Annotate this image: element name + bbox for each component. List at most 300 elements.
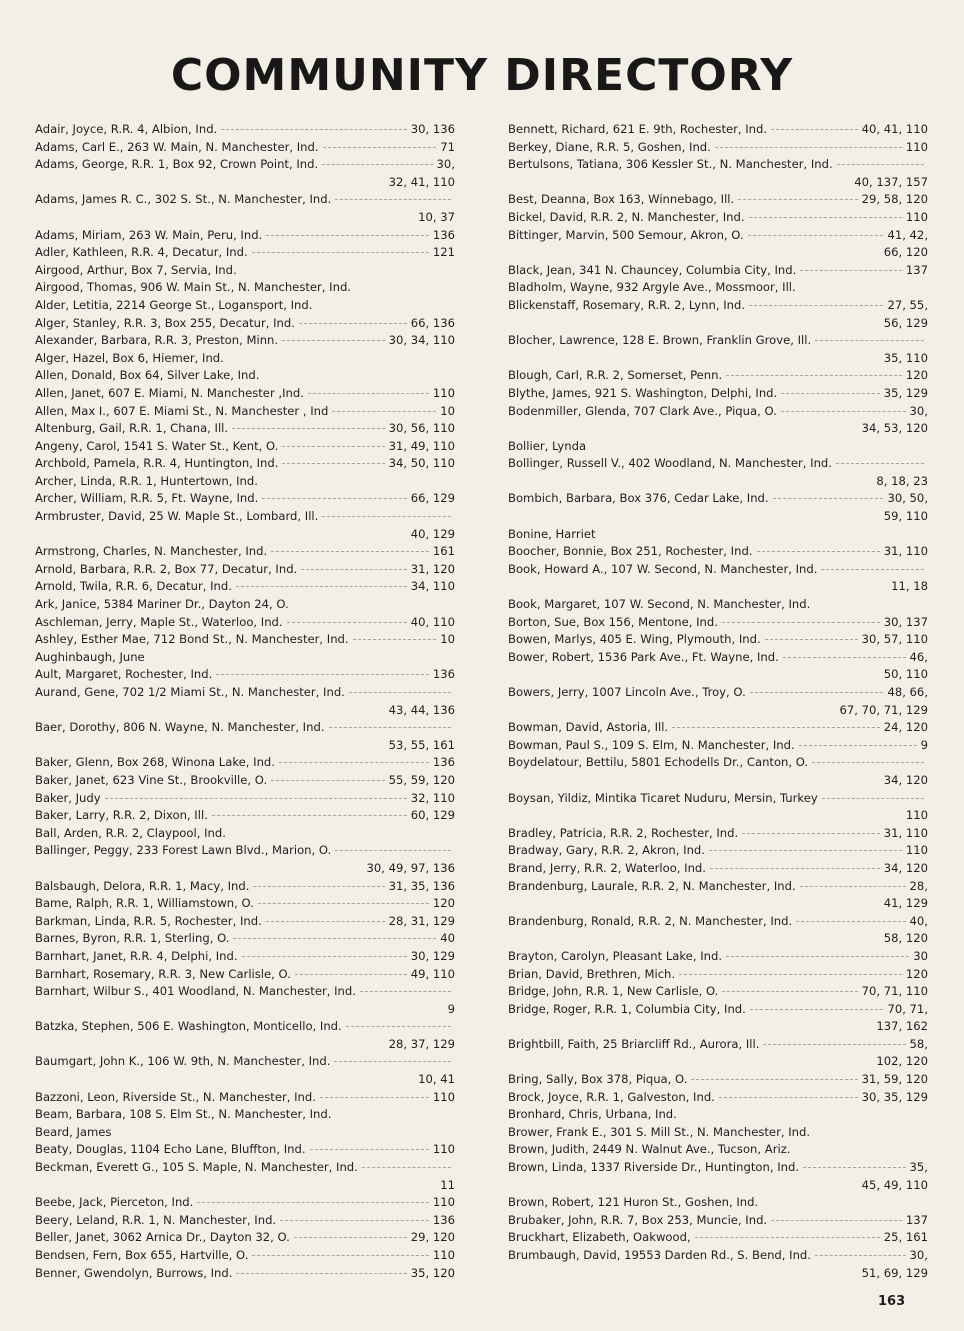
entry-first-line (35, 332, 455, 350)
directory-entry (35, 983, 455, 1018)
directory-entry (35, 438, 455, 456)
dot-leader (738, 199, 857, 200)
dot-leader (346, 1026, 451, 1027)
entry-name-address: Baer, Dorothy, 806 N. Wayne, N. Manchester, Ind. (35, 720, 325, 735)
entry-first-line (35, 262, 455, 280)
entry-pages: 48, 66, (887, 685, 928, 699)
directory-entry (508, 561, 928, 596)
entry-first-line (508, 1124, 928, 1142)
entry-pages: 9 (920, 737, 928, 752)
directory-entry (35, 1141, 455, 1159)
entry-name-address: Ballinger, Peggy, 233 Forest Lawn Blvd., Marion, O. (35, 843, 332, 858)
entry-pages: 137 (905, 262, 928, 277)
entry-pages-continued: 32, 41, 110 (388, 174, 455, 189)
directory-entry (508, 913, 928, 948)
directory-entry (508, 790, 928, 825)
entry-name-address: Beard, James (35, 1124, 112, 1139)
dot-leader (722, 622, 880, 623)
entry-name-address: Bladholm, Wayne, 932 Argyle Ave., Mossmoor, Ill. (508, 280, 796, 295)
entry-name-address: Adams, George, R.R. 1, Box 92, Crown Point, Ind. (35, 157, 319, 172)
entry-first-line (35, 473, 455, 491)
dot-leader (750, 692, 884, 693)
dot-leader (236, 1273, 406, 1274)
entry-first-line (508, 156, 928, 174)
entry-first-line (35, 895, 455, 913)
entry-pages-continued: 58, 120 (883, 931, 928, 946)
dot-leader (771, 129, 858, 130)
directory-entry (35, 930, 455, 948)
entry-first-line (508, 913, 928, 931)
directory-entry (35, 966, 455, 984)
entry-pages: 30, 137 (883, 614, 928, 629)
entry-name-address: Allen, Donald, Box 64, Silver Lake, Ind. (35, 368, 260, 383)
entry-pages: 71 (440, 139, 455, 154)
entry-pages: 32, 110 (410, 790, 455, 805)
dot-leader (252, 1255, 428, 1256)
entry-first-line (508, 684, 928, 702)
dot-leader (773, 498, 884, 499)
directory-entry (508, 209, 928, 227)
directory-entry (508, 438, 928, 456)
entry-first-line (508, 139, 928, 157)
entry-name-address: Boydelatour, Bettilu, 5801 Echodells Dr., Canton, O. (508, 755, 809, 770)
entry-name-address: Aughinbaugh, June (35, 649, 145, 664)
directory-entry (35, 121, 455, 139)
directory-entry (508, 403, 928, 438)
entry-pages-continued: 30, 49, 97, 136 (366, 860, 455, 875)
entry-first-line (35, 455, 455, 473)
dot-leader (294, 1237, 407, 1238)
entry-name-address: Barnes, Byron, R.R. 1, Sterling, O. (35, 931, 230, 946)
dot-leader (221, 129, 406, 130)
directory-entry (508, 948, 928, 966)
entry-name-address: Bower, Robert, 1536 Park Ave., Ft. Wayne, Ind. (508, 649, 779, 664)
entry-name-address: Beaty, Douglas, 1104 Echo Lane, Bluffton, Ind. (35, 1142, 306, 1157)
entry-name-address: Bring, Sally, Box 378, Piqua, O. (508, 1072, 688, 1087)
entry-first-line (35, 842, 455, 860)
dot-leader (282, 446, 384, 447)
dot-leader (719, 1097, 858, 1098)
entry-first-line (508, 297, 928, 315)
directory-entry (35, 1018, 455, 1053)
dot-leader (266, 921, 385, 922)
entry-pages: 136 (432, 755, 455, 770)
directory-entry (35, 279, 455, 297)
entry-first-line (508, 649, 928, 667)
directory-entry (35, 878, 455, 896)
entry-name-address: Batzka, Stephen, 506 E. Washington, Monticello, Ind. (35, 1019, 342, 1034)
entry-pages-continued: 66, 120 (883, 245, 928, 260)
entry-pages-continued: 51, 69, 129 (861, 1265, 928, 1280)
entry-pages: 120 (905, 966, 928, 981)
directory-entry (35, 490, 455, 508)
dot-leader (282, 463, 384, 464)
directory-entry (508, 490, 928, 525)
entry-first-line (35, 790, 455, 808)
directory-entry (508, 649, 928, 684)
dot-leader (836, 463, 924, 464)
directory-entry (35, 420, 455, 438)
dot-leader (322, 516, 451, 517)
entry-name-address: Bendsen, Fern, Box 655, Hartville, O. (35, 1248, 249, 1262)
entry-pages: 60, 129 (410, 808, 455, 823)
directory-entry (508, 1089, 928, 1107)
entry-name-address: Bickel, David, R.R. 2, N. Manchester, Ind. (508, 209, 745, 224)
entry-pages: 136 (432, 227, 455, 242)
directory-entry (508, 684, 928, 719)
directory-entry (508, 631, 928, 649)
entry-first-line (508, 1194, 928, 1212)
entry-pages: 120 (905, 368, 928, 383)
entry-name-address: Adair, Joyce, R.R. 4, Albion, Ind. (35, 122, 218, 136)
dot-leader (295, 974, 407, 975)
entry-name-address: Archer, Linda, R.R. 1, Huntertown, Ind. (35, 473, 258, 488)
entry-pages: 58, (909, 1036, 928, 1051)
dot-leader (726, 375, 902, 376)
directory-entry (508, 983, 928, 1001)
entry-pages: 30, (436, 157, 455, 172)
entry-pages-continued: 9 (447, 1001, 455, 1016)
entry-pages-continued: 28, 37, 129 (388, 1036, 455, 1051)
dot-leader (271, 551, 429, 552)
entry-first-line (35, 1229, 455, 1247)
entry-first-line (508, 490, 928, 508)
entry-pages: 40, 41, 110 (861, 122, 928, 136)
entry-first-line (35, 1265, 455, 1283)
entry-pages: 110 (905, 209, 928, 224)
entry-name-address: Beam, Barbara, 108 S. Elm St., N. Manchester, Ind. (35, 1107, 332, 1122)
entry-name-address: Book, Howard A., 107 W. Second, N. Manchester, Ind. (508, 561, 818, 576)
entry-pages-continued: 43, 44, 136 (388, 702, 455, 717)
entry-name-address: Allen, Janet, 607 E. Miami, N. Manchester ,Ind. (35, 385, 304, 400)
entry-name-address: Blickenstaff, Rosemary, R.R. 2, Lynn, Ind. (508, 297, 746, 312)
directory-entry (35, 297, 455, 315)
entry-pages: 30, (909, 403, 928, 418)
entry-pages: 35, (909, 1160, 928, 1175)
entry-pages: 34, 50, 110 (388, 456, 455, 471)
directory-entry (35, 315, 455, 333)
entry-pages-continued: 35, 110 (883, 350, 928, 365)
dot-leader (332, 411, 436, 412)
entry-first-line (508, 438, 928, 456)
dot-leader (279, 762, 429, 763)
entry-first-line (508, 596, 928, 614)
entry-pages: 136 (432, 1212, 455, 1227)
dot-leader (822, 798, 924, 799)
entry-pages: 30, (909, 1248, 928, 1262)
directory-entry (35, 948, 455, 966)
entry-name-address: Bradley, Patricia, R.R. 2, Rochester, Ind. (508, 825, 739, 840)
entry-pages: 30 (913, 948, 928, 963)
entry-name-address: Altenburg, Gail, R.R. 1, Chana, Ill. (35, 421, 229, 436)
entry-first-line (508, 385, 928, 403)
directory-entry (35, 403, 455, 421)
entry-name-address: Bowman, Paul S., 109 S. Elm, N. Manchester, Ind. (508, 737, 795, 752)
directory-entry (35, 631, 455, 649)
entry-pages: 27, 55, (887, 297, 928, 312)
entry-name-address: Alger, Hazel, Box 6, Hiemer, Ind. (35, 350, 224, 365)
directory-entry (35, 1159, 455, 1194)
directory-entry (35, 1247, 455, 1265)
directory-entry (508, 526, 928, 544)
entry-first-line (35, 191, 455, 209)
directory-entry (35, 825, 455, 843)
dot-leader (299, 323, 407, 324)
entry-first-line (508, 1247, 928, 1265)
directory-entry (508, 1194, 928, 1212)
entry-pages-continued: 34, 53, 120 (861, 421, 928, 436)
directory-entry (35, 578, 455, 596)
dot-leader (349, 692, 451, 693)
entry-first-line (508, 561, 928, 579)
entry-first-line (508, 790, 928, 808)
entry-pages-continued: 56, 129 (883, 315, 928, 330)
dot-leader (749, 217, 902, 218)
directory-entry (508, 966, 928, 984)
directory-entry (35, 262, 455, 280)
entry-pages: 110 (432, 1248, 455, 1262)
entry-pages: 31, 49, 110 (388, 438, 455, 453)
entry-first-line (35, 631, 455, 649)
dot-leader (253, 886, 384, 887)
entry-pages: 30, 129 (410, 948, 455, 963)
entry-pages: 24, 120 (883, 720, 928, 735)
entry-pages: 66, 136 (410, 315, 455, 330)
entry-first-line (35, 614, 455, 632)
entry-name-address: Brown, Linda, 1337 Riverside Dr., Huntington, Ind. (508, 1160, 800, 1175)
entry-name-address: Brown, Judith, 2449 N. Walnut Ave., Tucson, Ariz. (508, 1142, 791, 1157)
entry-name-address: Aschleman, Jerry, Maple St., Waterloo, Ind. (35, 614, 283, 629)
entry-first-line (508, 860, 928, 878)
entry-name-address: Blythe, James, 921 S. Washington, Delphi, Ind. (508, 385, 778, 400)
entry-pages-continued: 11, 18 (891, 579, 928, 594)
dot-leader (800, 270, 902, 271)
dot-leader (748, 235, 884, 236)
entry-pages: 28, (909, 878, 928, 893)
entry-name-address: Aurand, Gene, 702 1/2 Miami St., N. Manchester, Ind. (35, 685, 345, 699)
entry-first-line (35, 948, 455, 966)
entry-name-address: Berkey, Diane, R.R. 5, Goshen, Ind. (508, 139, 711, 154)
directory-entry (508, 878, 928, 913)
entry-pages-continued: 41, 129 (883, 896, 928, 911)
entry-first-line (508, 1071, 928, 1089)
dot-leader (310, 1149, 429, 1150)
entry-name-address: Barnhart, Wilbur S., 401 Woodland, N. Manchester, Ind. (35, 984, 356, 999)
entry-first-line (35, 825, 455, 843)
entry-pages: 110 (905, 843, 928, 858)
directory-entry (508, 279, 928, 297)
directory-entry (35, 350, 455, 368)
entry-pages: 29, 58, 120 (861, 192, 928, 207)
entry-name-address: Bazzoni, Leon, Riverside St., N. Manchester, Ind. (35, 1089, 316, 1104)
directory-entry (508, 332, 928, 367)
directory-entry (508, 543, 928, 561)
dot-leader (765, 639, 858, 640)
directory-entry (35, 473, 455, 491)
directory-entry (35, 649, 455, 667)
entry-name-address: Bodenmiller, Glenda, 707 Clark Ave., Piqua, O. (508, 403, 777, 418)
entry-name-address: Best, Deanna, Box 163, Winnebago, Ill. (508, 192, 735, 207)
dot-leader (742, 833, 880, 834)
entry-pages: 110 (432, 1089, 455, 1104)
entry-pages-continued: 40, 129 (410, 526, 455, 541)
entry-name-address: Barkman, Linda, R.R. 5, Rochester, Ind. (35, 913, 262, 928)
dot-leader (236, 586, 407, 587)
entry-first-line (35, 1106, 455, 1124)
directory-entry (508, 1071, 928, 1089)
entry-first-line (35, 420, 455, 438)
directory-entry (508, 455, 928, 490)
entry-pages: 31, 110 (883, 544, 928, 559)
entry-pages: 66, 129 (410, 491, 455, 506)
entry-name-address: Brandenburg, Laurale, R.R. 2, N. Manchester, Ind. (508, 878, 796, 893)
directory-entry (508, 754, 928, 789)
entry-first-line (35, 367, 455, 385)
entry-name-address: Angeny, Carol, 1541 S. Water St., Kent, O. (35, 438, 279, 453)
dot-leader (672, 727, 880, 728)
entry-pages: 137 (905, 1212, 928, 1227)
entry-name-address: Bollinger, Russell V., 402 Woodland, N. Manchester, Ind. (508, 456, 832, 471)
dot-leader (796, 921, 905, 922)
entry-name-address: Allen, Max I., 607 E. Miami St., N. Manchester , Ind (35, 403, 329, 418)
directory-entry (35, 156, 455, 191)
directory-entry (35, 244, 455, 262)
entry-first-line (35, 315, 455, 333)
directory-entry (35, 1194, 455, 1212)
entry-pages: 110 (432, 1195, 455, 1210)
entry-name-address: Bennett, Richard, 621 E. 9th, Rochester, Ind. (508, 122, 768, 136)
entry-pages: 41, 42, (887, 227, 928, 242)
directory-entry (35, 790, 455, 808)
entry-pages: 49, 110 (410, 966, 455, 981)
directory-entry (35, 614, 455, 632)
directory-entry (35, 1053, 455, 1088)
entry-name-address: Archer, William, R.R. 5, Ft. Wayne, Ind. (35, 491, 259, 506)
entry-name-address: Alder, Letitia, 2214 George St., Logansport, Ind. (35, 297, 313, 312)
entry-first-line (35, 983, 455, 1001)
dot-leader (781, 411, 906, 412)
entry-name-address: Blough, Carl, R.R. 2, Somerset, Penn. (508, 368, 723, 383)
entry-name-address: Brown, Robert, 121 Huron St., Goshen, Ind. (508, 1195, 759, 1210)
entry-name-address: Ark, Janice, 5384 Mariner Dr., Dayton 24, O. (35, 597, 289, 612)
directory-entry (35, 913, 455, 931)
entry-pages: 30, 35, 129 (861, 1089, 928, 1104)
directory-entry (35, 508, 455, 543)
entry-name-address: Brandenburg, Ronald, R.R. 2, N. Manchester, Ind. (508, 913, 793, 928)
directory-entry (35, 367, 455, 385)
directory-entry (508, 262, 928, 280)
entry-name-address: Airgood, Arthur, Box 7, Servia, Ind. (35, 262, 237, 277)
dot-leader (323, 147, 437, 148)
dot-leader (771, 1220, 902, 1221)
entry-name-address: Bruckhart, Elizabeth, Oakwood, (508, 1230, 691, 1245)
entry-first-line (508, 543, 928, 561)
entry-name-address: Baker, Judy (35, 790, 101, 805)
entry-first-line (35, 561, 455, 579)
entry-name-address: Adams, Carl E., 263 W. Main, N. Manchester, Ind. (35, 139, 319, 154)
directory-entry (35, 719, 455, 754)
entry-name-address: Beckman, Everett G., 105 S. Maple, N. Manchester, Ind. (35, 1160, 358, 1175)
entry-name-address: Brand, Jerry, R.R. 2, Waterloo, Ind. (508, 860, 706, 875)
entry-first-line (35, 1141, 455, 1159)
entry-first-line (508, 121, 928, 139)
entry-first-line (35, 227, 455, 245)
entry-pages: 31, 110 (883, 825, 928, 840)
dot-leader (252, 252, 429, 253)
entry-pages-continued: 53, 55, 161 (388, 737, 455, 752)
entry-pages: 34, 110 (410, 579, 455, 594)
entry-name-address: Bittinger, Marvin, 500 Semour, Akron, O. (508, 227, 744, 242)
entry-first-line (508, 1001, 928, 1019)
directory-entry (508, 596, 928, 614)
entry-first-line (508, 1141, 928, 1159)
dot-leader (783, 657, 906, 658)
entry-first-line (508, 209, 928, 227)
directory-entry (35, 561, 455, 579)
dot-leader (233, 938, 436, 939)
entry-first-line (508, 737, 928, 755)
directory-entry (508, 825, 928, 843)
entry-first-line (508, 983, 928, 1001)
dot-leader (242, 956, 407, 957)
entry-name-address: Bridge, John, R.R. 1, New Carlisle, O. (508, 984, 719, 999)
entry-name-address: Brightbill, Faith, 25 Briarcliff Rd., Aurora, Ill. (508, 1036, 760, 1051)
entry-name-address: Blocher, Lawrence, 128 E. Brown, Franklin Grove, Ill. (508, 333, 812, 348)
entry-pages-continued: 34, 120 (883, 772, 928, 787)
entry-first-line (508, 966, 928, 984)
directory-entry (35, 1106, 455, 1124)
entry-first-line (508, 878, 928, 896)
entry-name-address: Archbold, Pamela, R.R. 4, Huntington, Ind. (35, 456, 279, 471)
directory-entry (508, 1001, 928, 1036)
entry-name-address: Beebe, Jack, Pierceton, Ind. (35, 1195, 194, 1210)
entry-name-address: Armstrong, Charles, N. Manchester, Ind. (35, 544, 268, 559)
dot-leader (301, 569, 406, 570)
entry-name-address: Boysan, Yildiz, Mintika Ticaret Nuduru, Mersin, Turkey (508, 790, 818, 805)
entry-name-address: Brower, Frank E., 301 S. Mill St., N. Manchester, Ind. (508, 1124, 811, 1139)
entry-first-line (35, 139, 455, 157)
directory-entry (35, 385, 455, 403)
entry-pages: 121 (432, 245, 455, 260)
entry-pages: 29, 120 (410, 1230, 455, 1245)
entry-name-address: Baumgart, John K., 106 W. 9th, N. Manchester, Ind. (35, 1054, 331, 1069)
entry-pages: 40, 110 (410, 614, 455, 629)
entry-first-line (35, 490, 455, 508)
entry-name-address: Barnhart, Janet, R.R. 4, Delphi, Ind. (35, 948, 238, 963)
dot-leader (763, 1044, 905, 1045)
dot-leader (726, 956, 909, 957)
entry-name-address: Airgood, Thomas, 906 W. Main St., N. Manchester, Ind. (35, 280, 351, 295)
entry-first-line (35, 578, 455, 596)
directory-entry (508, 1159, 928, 1194)
page-title: COMMUNITY DIRECTORY (170, 50, 794, 101)
dot-leader (262, 498, 406, 499)
directory-entry (35, 684, 455, 719)
entry-first-line (35, 297, 455, 315)
entry-pages-continued: 67, 70, 71, 129 (839, 702, 928, 717)
entry-name-address: Bronhard, Chris, Urbana, Ind. (508, 1107, 677, 1122)
dot-leader (691, 1079, 857, 1080)
entry-name-address: Balsbaugh, Delora, R.R. 1, Macy, Ind. (35, 878, 250, 893)
entry-name-address: Adams, Miriam, 263 W. Main, Peru, Ind. (35, 227, 263, 242)
entry-first-line (35, 1212, 455, 1230)
entry-pages: 110 (432, 1142, 455, 1157)
entry-name-address: Alexander, Barbara, R.R. 3, Preston, Minn. (35, 333, 279, 348)
entry-pages: 46, (909, 649, 928, 664)
directory-entry (508, 227, 928, 262)
entry-first-line (508, 191, 928, 209)
dot-leader (837, 164, 924, 165)
